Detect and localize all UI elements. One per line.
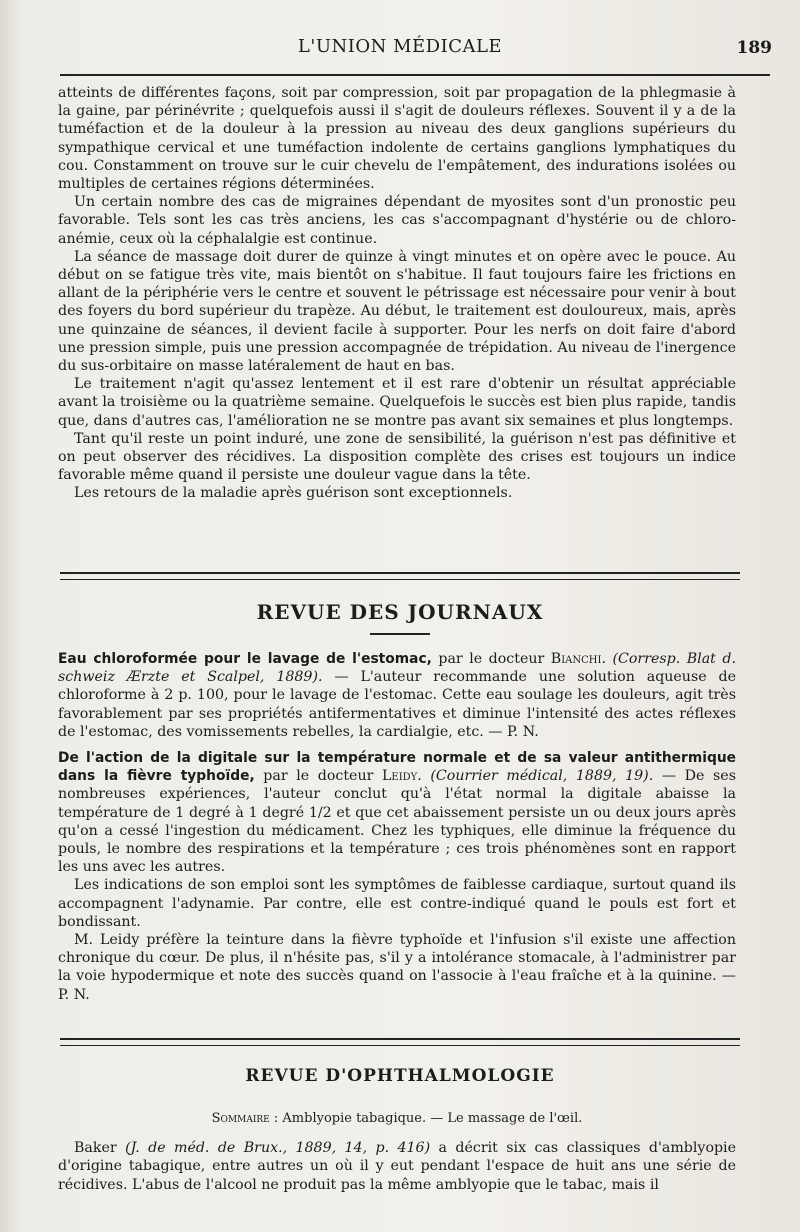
article-chloroforme (58, 650, 736, 741)
section-divider (60, 1038, 740, 1046)
source: . (Corresp. Blat d. schweiz Ærzte et Scalpel, 1889). (58, 651, 736, 686)
paragraph: M. Leidy préfère la teinture dans la fièvre typhoïde et l'infusion s'il existe une affection chronique du cœur. De plus, il n'hésite pas, s'il y a intolérance stomacale, à l'administrer par la voie hypodermique et note des succès quand on l'associe à l'eau fraîche et à la quinine. — P. N. (58, 932, 736, 1003)
author: Leidy (381, 768, 418, 785)
title-underline (370, 633, 430, 635)
header-rule (60, 74, 770, 76)
page-header (0, 36, 800, 66)
section-title-journaux: REVUE DES JOURNAUX (256, 600, 544, 624)
article-title: De l'action de la digitale sur la température normale et de sa valeur antithermique dans la fièvre typhoïde, (58, 750, 736, 785)
article-continuation (58, 84, 736, 503)
article-title: Eau chloroformée pour le lavage de l'estomac, (58, 651, 432, 667)
paragraph: Un certain nombre des cas de migraines dépendant de myosites sont d'un pronostic peu favorable. Tels sont les cas très anciens, les cas s'accompagnant d'hystérie ou de chloro-anémie, ceux où la céphalalgie est continue. (58, 194, 736, 247)
paragraph: Les indications de son emploi sont les symptômes de faiblesse cardiaque, surtout quand ils accompagnent l'adynamie. Par contre, elle est contre-indiqué quand le pouls est fort et bondissant. (58, 877, 736, 930)
source: (J. de méd. de Brux., 1889, 14, p. 416) (116, 1139, 431, 1156)
byline: par le docteur (254, 768, 382, 785)
summary-line (58, 1110, 736, 1129)
article-text: — De ses nombreuses expériences, l'auteur conclut qu'à l'état normal la digitale abaisse la température de 1 degré à 1 degré 1/2 et que cet abaissement persiste un ou deux jours après qu'on a cessé l'ingestion du médicament. Chez les typhiques, elle diminue la fréquence du pouls, le nombre des respirations et la température ; ces trois phénomènes sont en rapport les uns avec les autres. (58, 768, 736, 876)
paragraph: atteints de différentes façons, soit par compression, soit par propagation de la phlegmasie à la gaine, par périnévrite ; quelquefois aussi il s'agit de douleurs réflexes. Souvent il y a de la tuméfaction et de la douleur à la pression au niveau des deux ganglions supérieurs du sympathique cervical et une tuméfaction indolente de certains ganglions lymphatiques du cou. Constamment on trouve sur le cuir chevelu de l'empâtement, des indurations isolées ou multiples de certaines régions déterminées. (58, 85, 736, 193)
article-text: a décrit six cas classiques d'amblyopie d'origine tabagique, entre autres un où il y eut pendant l'espace de huit ans une série de récidives. L'abus de l'alcool ne produit pas la même amblyopie que le tabac, mais il (58, 1139, 736, 1193)
article-text: — L'auteur recommande une solution aqueuse de chloroforme à 2 p. 100, pour le lavage de l'estomac. Cette eau soulage les douleurs, agit très favorablement par ses propriétés antifermentatives et diminue l'intensité des actes réflexes de l'estomac, des vomissements rebelles, la cardialgie, etc. — P. N. (58, 669, 736, 740)
article-digitale (58, 749, 736, 876)
section-divider (60, 572, 740, 580)
summary-label: Sommaire : (211, 1111, 279, 1126)
page-number: 189 (736, 38, 772, 58)
section-title-ophthalmo: REVUE D'OPHTHALMOLOGIE (245, 1066, 555, 1086)
paragraph: Tant qu'il reste un point induré, une zone de sensibilité, la guérison n'est pas définitive et on peut observer des récidives. La disposition complète des crises est toujours un indice favorable même quand il persiste une douleur vague dans la tête. (58, 430, 736, 484)
byline: par le docteur (431, 651, 551, 667)
journals-section (58, 650, 736, 1004)
paragraph: La séance de massage doit durer de quinze à vingt minutes et on opère avec le pouce. Au début on se fatigue très vite, mais bientôt on s'habitue. Il faut toujours faire les frictions en allant de la périphérie vers le centre et souvent le pétrissage est nécessaire pour venir à bout des foyers du bord supérieur du trapèze. Au début, le traitement est douloureux, mais, après une quinzaine de séances, il devient facile à supporter. Pour les nerfs on doit faire d'abord une pression simple, puis une pression accompagnée de trépidation. Au niveau de l'inergence du sus-orbitaire on masse latéralement de haut en bas. (58, 248, 736, 375)
author: Baker (74, 1139, 117, 1156)
paragraph (58, 1139, 736, 1195)
summary-text: Amblyopie tabagique. — Le massage de l'œil. (278, 1111, 583, 1126)
running-title: L'UNION MÉDICALE (297, 36, 503, 57)
source: . (Courrier médical, 1889, 19). (417, 768, 654, 785)
ophthalmology-section (58, 1110, 736, 1194)
paragraph: Le traitement n'agit qu'assez lentement et il est rare d'obtenir un résultat appréciable avant la troisième ou la quatrième semaine. Quelquefois le succès est bien plus rapide, tandis que, dans d'autres cas, l'amélioration ne se montre pas avant six semaines et plus longtemps. (58, 376, 736, 429)
author: Bianchi (550, 651, 602, 667)
paragraph: Les retours de la maladie après guérison sont exceptionnels. (74, 485, 513, 502)
